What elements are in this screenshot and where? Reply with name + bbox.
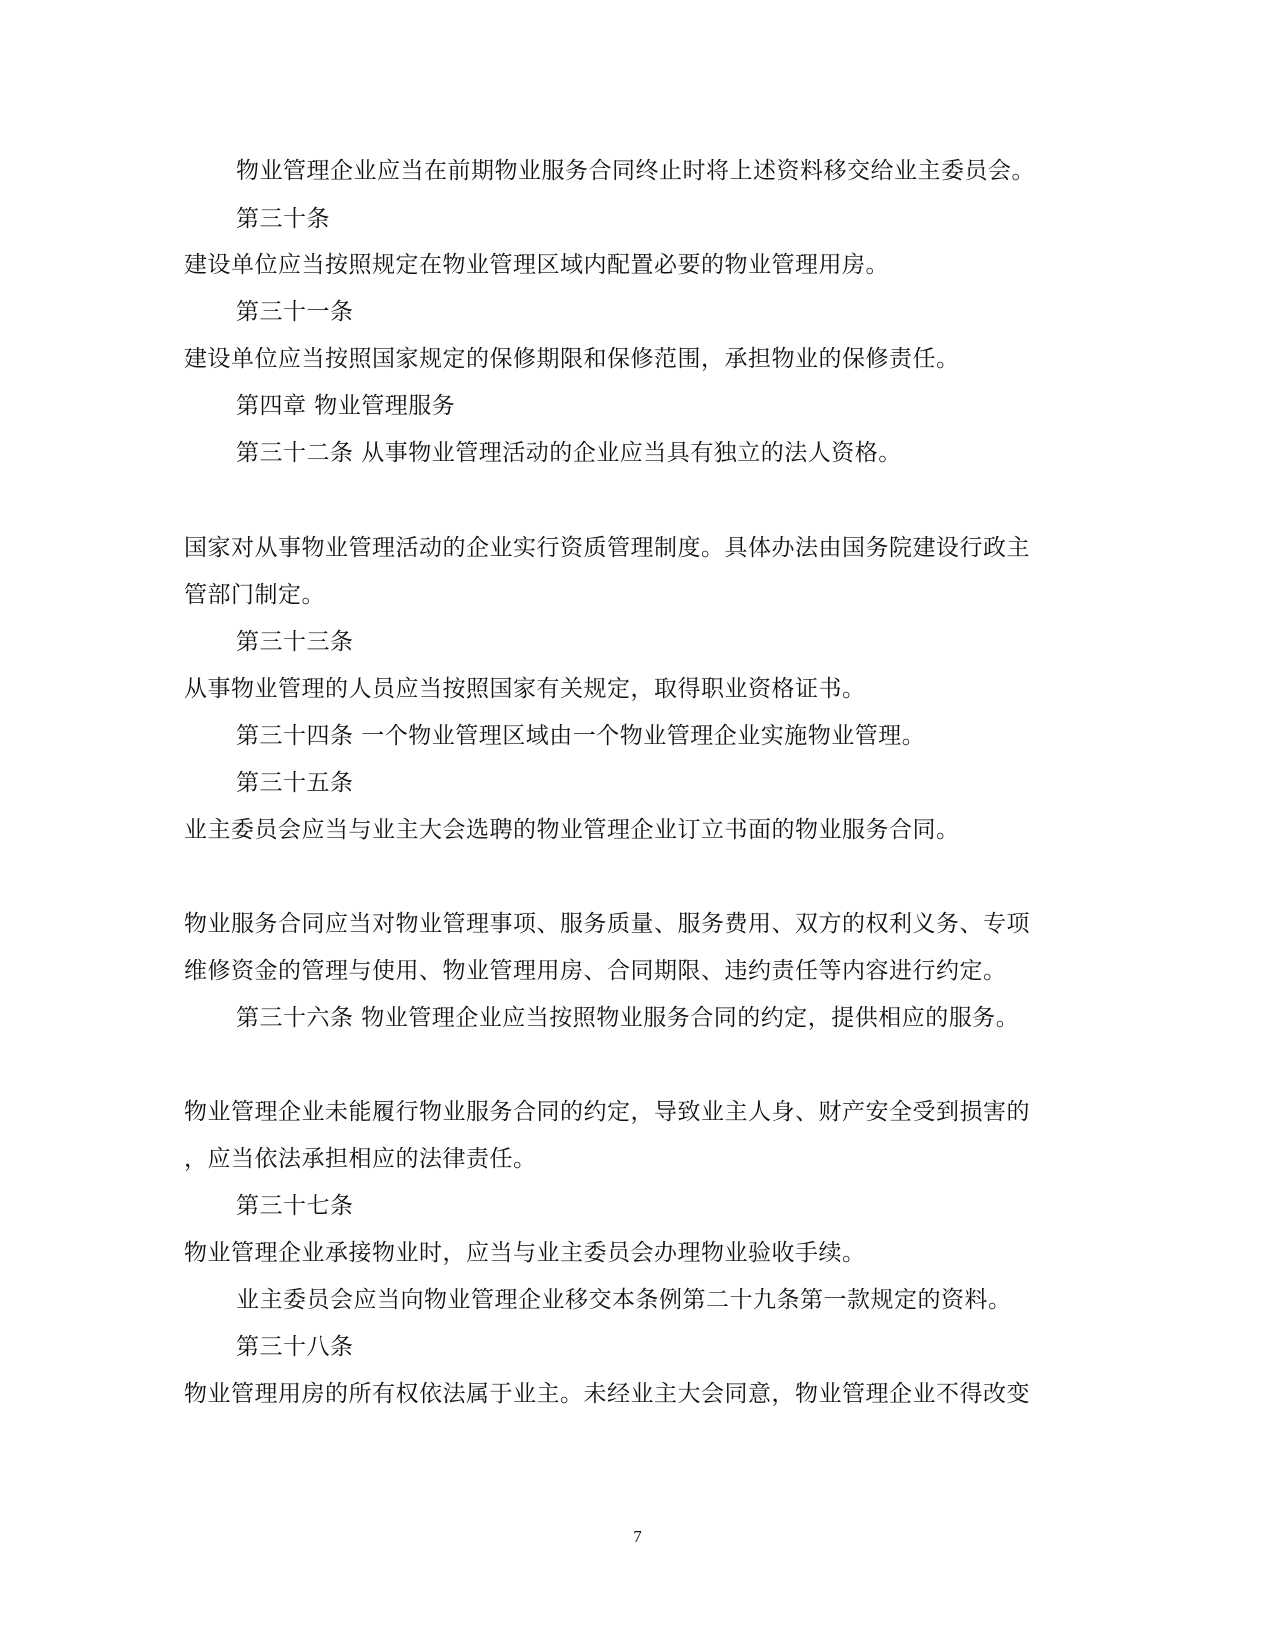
text-line: 物业管理企业承接物业时，应当与业主委员会办理物业验收手续。 bbox=[184, 1240, 866, 1266]
text-line: 管部门制定。 bbox=[184, 582, 325, 608]
text-line: 从事物业管理的人员应当按照国家有关规定，取得职业资格证书。 bbox=[184, 676, 866, 702]
text-line: 业主委员会应当向物业管理企业移交本条例第二十九条第一款规定的资料。 bbox=[236, 1287, 1012, 1313]
text-line: ，应当依法承担相应的法律责任。 bbox=[184, 1146, 537, 1172]
chapter-heading: 第四章 物业管理服务 bbox=[236, 393, 456, 419]
article-heading: 第三十三条 bbox=[236, 629, 354, 655]
article-heading: 第三十一条 bbox=[236, 299, 354, 325]
text-line: 建设单位应当按照规定在物业管理区域内配置必要的物业管理用房。 bbox=[184, 252, 889, 278]
article-heading: 第三十七条 bbox=[236, 1193, 354, 1219]
text-line: 维修资金的管理与使用、物业管理用房、合同期限、违约责任等内容进行约定。 bbox=[184, 958, 1007, 984]
text-line: 业主委员会应当与业主大会选聘的物业管理企业订立书面的物业服务合同。 bbox=[184, 817, 960, 843]
page-number: 7 bbox=[633, 1527, 642, 1546]
text-line: 物业服务合同应当对物业管理事项、服务质量、服务费用、双方的权利义务、专项 bbox=[184, 911, 1030, 937]
text-line: 第三十六条 物业管理企业应当按照物业服务合同的约定，提供相应的服务。 bbox=[236, 1005, 1020, 1031]
text-line: 建设单位应当按照国家规定的保修期限和保修范围，承担物业的保修责任。 bbox=[184, 346, 960, 372]
text-line: 物业管理用房的所有权依法属于业主。未经业主大会同意，物业管理企业不得改变 bbox=[184, 1381, 1030, 1407]
text-line: 物业管理企业未能履行物业服务合同的约定，导致业主人身、财产安全受到损害的 bbox=[184, 1099, 1030, 1125]
article-heading: 第三十五条 bbox=[236, 770, 354, 796]
article-heading: 第三十条 bbox=[236, 206, 330, 232]
text-line: 物业管理企业应当在前期物业服务合同终止时将上述资料移交给业主委员会。 bbox=[236, 158, 1035, 184]
text-line: 第三十二条 从事物业管理活动的企业应当具有独立的法人资格。 bbox=[236, 440, 902, 466]
text-line: 国家对从事物业管理活动的企业实行资质管理制度。具体办法由国务院建设行政主 bbox=[184, 535, 1030, 561]
article-heading: 第三十八条 bbox=[236, 1334, 354, 1360]
text-line: 第三十四条 一个物业管理区域由一个物业管理企业实施物业管理。 bbox=[236, 723, 926, 749]
